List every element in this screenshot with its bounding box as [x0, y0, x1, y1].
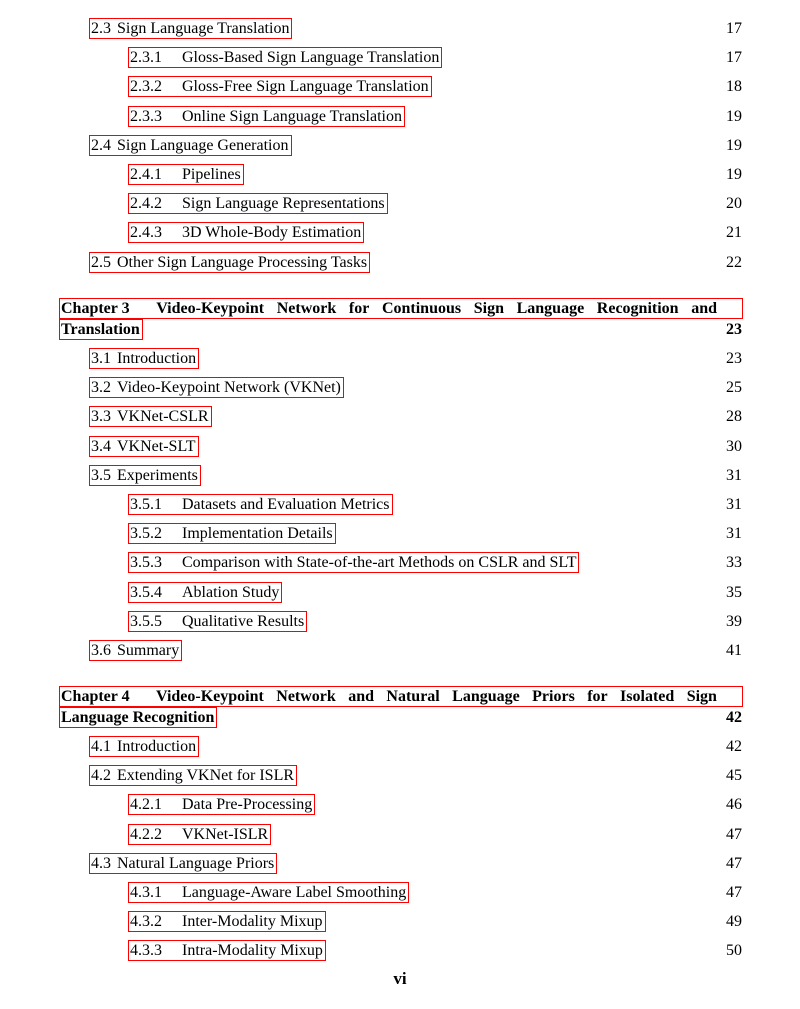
chapter-title-word: Recognition	[596, 300, 679, 317]
toc-link[interactable]	[129, 583, 281, 602]
section-number: 2.4.1	[130, 166, 162, 183]
section-title: 3D Whole-Body Estimation	[182, 224, 362, 241]
toc-link[interactable]	[90, 766, 296, 785]
page-ref: 46	[726, 796, 742, 813]
page-ref: 35	[726, 584, 742, 601]
section-title: VKNet-CSLR	[117, 408, 209, 425]
toc-link[interactable]	[129, 524, 335, 543]
toc-link[interactable]	[129, 165, 243, 184]
page-ref: 20	[726, 195, 742, 212]
section-title: Language-Aware Label Smoothing	[182, 884, 407, 901]
page-ref: 42	[726, 738, 742, 755]
page-ref: 30	[726, 438, 742, 455]
toc-link[interactable]	[90, 737, 198, 756]
toc-link[interactable]	[90, 19, 291, 38]
chapter-label: Chapter 4	[61, 688, 130, 705]
chapter-title-word: Network	[276, 688, 336, 705]
toc-link[interactable]	[129, 553, 578, 572]
toc-link[interactable]	[90, 407, 211, 426]
toc-link[interactable]	[129, 883, 408, 902]
chapter-title-word: and	[348, 688, 375, 705]
chapter4-heading-link-line2[interactable]: Language Recognition	[61, 709, 215, 726]
section-number: 3.5	[91, 467, 111, 484]
section-title: Natural Language Priors	[117, 855, 275, 872]
page-ref: 23	[726, 350, 742, 367]
section-title: Intra-Modality Mixup	[182, 942, 323, 959]
section-number: 4.2.1	[130, 796, 162, 813]
toc-link[interactable]	[90, 641, 181, 660]
section-title: Sign Language Translation	[117, 20, 290, 37]
section-title: Sign Language Generation	[117, 137, 289, 154]
section-title: Comparison with State-of-the-art Methods on CSLR and SLT	[182, 554, 577, 571]
section-number: 3.5.3	[130, 554, 162, 571]
section-title: Inter-Modality Mixup	[182, 913, 323, 930]
chapter-title-word: Language	[516, 300, 585, 317]
chapter-title-word: Video-Keypoint	[156, 688, 264, 705]
section-title: Summary	[117, 642, 180, 659]
section-number: 3.6	[91, 642, 111, 659]
page-ref: 47	[726, 855, 742, 872]
section-number: 2.4.3	[130, 224, 162, 241]
chapter-label: Chapter 3	[61, 300, 130, 317]
section-number: 3.5.1	[130, 496, 162, 513]
toc-link[interactable]	[129, 795, 314, 814]
section-number: 4.3.2	[130, 913, 162, 930]
toc-link[interactable]	[90, 437, 198, 456]
chapter-title-word: and	[691, 300, 717, 317]
toc-link[interactable]	[90, 854, 276, 873]
page-ref: 41	[726, 642, 742, 659]
page-ref: 18	[726, 78, 742, 95]
section-number: 2.3.2	[130, 78, 162, 95]
section-title: Implementation Details	[182, 525, 333, 542]
page-ref: 17	[726, 20, 742, 37]
toc-link[interactable]	[129, 912, 325, 931]
section-title: Introduction	[117, 738, 197, 755]
page-ref: 45	[726, 767, 742, 784]
section-title: Pipelines	[182, 166, 241, 183]
toc-link[interactable]	[90, 466, 200, 485]
section-number: 4.2	[91, 767, 111, 784]
section-title: Qualitative Results	[182, 613, 305, 630]
chapter-title-word: Sign	[473, 300, 504, 317]
section-title: VKNet-ISLR	[182, 826, 269, 843]
chapter4-heading-link[interactable]	[60, 687, 742, 706]
toc-link[interactable]	[90, 136, 291, 155]
chapter-page-ref: 23	[726, 321, 742, 338]
section-number: 2.5	[91, 254, 111, 271]
toc-link[interactable]	[129, 194, 387, 213]
page-ref: 31	[726, 525, 742, 542]
toc-link[interactable]	[129, 941, 325, 960]
chapter-page-ref: 42	[726, 709, 742, 726]
chapter3-heading-link-line2[interactable]: Translation	[61, 321, 140, 338]
toc-link[interactable]	[90, 253, 369, 272]
section-title: Ablation Study	[182, 584, 280, 601]
toc-link[interactable]	[129, 223, 363, 242]
chapter-title-word: Priors	[532, 688, 575, 705]
section-title: Other Sign Language Processing Tasks	[117, 254, 368, 271]
toc-link[interactable]	[129, 495, 392, 514]
page-ref: 22	[726, 254, 742, 271]
section-title: Experiments	[117, 467, 198, 484]
page-ref: 17	[726, 49, 742, 66]
section-number: 2.3.1	[130, 49, 162, 66]
section-number: 3.4	[91, 438, 111, 455]
section-number: 3.3	[91, 408, 111, 425]
section-title: Datasets and Evaluation Metrics	[182, 496, 390, 513]
section-title: Data Pre-Processing	[182, 796, 313, 813]
toc-link[interactable]	[129, 612, 306, 631]
chapter3-heading-link[interactable]	[60, 299, 742, 318]
page-ref: 28	[726, 408, 742, 425]
page-ref: 31	[726, 467, 742, 484]
chapter-title-word: for	[348, 300, 370, 317]
page-ref: 47	[726, 884, 742, 901]
page-ref: 47	[726, 826, 742, 843]
page-ref: 31	[726, 496, 742, 513]
section-number: 3.5.4	[130, 584, 162, 601]
page-ref: 50	[726, 942, 742, 959]
chapter-title-word: Continuous	[381, 300, 462, 317]
section-title: Gloss-Based Sign Language Translation	[182, 49, 440, 66]
toc-link[interactable]	[129, 107, 404, 126]
chapter-title-word: for	[587, 688, 608, 705]
section-title: Extending VKNet for ISLR	[117, 767, 295, 784]
section-number: 4.3	[91, 855, 111, 872]
page-ref: 39	[726, 613, 742, 630]
section-title: VKNet-SLT	[117, 438, 196, 455]
page-ref: 25	[726, 379, 742, 396]
chapter-title-word: Network	[276, 300, 337, 317]
section-title: Sign Language Representations	[182, 195, 385, 212]
page-ref: 19	[726, 137, 742, 154]
section-number: 3.5.5	[130, 613, 162, 630]
chapter-title-word: Sign	[686, 688, 717, 705]
chapter-title-word: Language	[452, 688, 520, 705]
section-title: Introduction	[117, 350, 197, 367]
page-ref: 33	[726, 554, 742, 571]
toc-link[interactable]	[90, 378, 343, 397]
page-ref: 19	[726, 108, 742, 125]
section-number: 2.3.3	[130, 108, 162, 125]
section-number: 4.2.2	[130, 826, 162, 843]
section-number: 3.5.2	[130, 525, 162, 542]
toc-link[interactable]	[90, 349, 198, 368]
section-number: 3.1	[91, 350, 111, 367]
section-number: 3.2	[91, 379, 111, 396]
chapter-title-word: Video-Keypoint	[156, 300, 265, 317]
toc-link[interactable]	[129, 77, 431, 96]
page-ref: 49	[726, 913, 742, 930]
section-number: 4.3.3	[130, 942, 162, 959]
section-title: Gloss-Free Sign Language Translation	[182, 78, 429, 95]
chapter-title-word: Natural	[386, 688, 440, 705]
section-title: Online Sign Language Translation	[182, 108, 402, 125]
page-ref: 19	[726, 166, 742, 183]
section-number: 4.1	[91, 738, 111, 755]
chapter-title-word: Isolated	[620, 688, 675, 705]
toc-link[interactable]	[129, 825, 270, 844]
section-number: 2.4	[91, 137, 111, 154]
section-number: 4.3.1	[130, 884, 162, 901]
toc-link[interactable]	[129, 48, 441, 67]
section-number: 2.3	[91, 20, 111, 37]
page-ref: 21	[726, 224, 742, 241]
section-title: Video-Keypoint Network (VKNet)	[117, 379, 341, 396]
page-number-footer: vi	[393, 969, 407, 988]
section-number: 2.4.2	[130, 195, 162, 212]
